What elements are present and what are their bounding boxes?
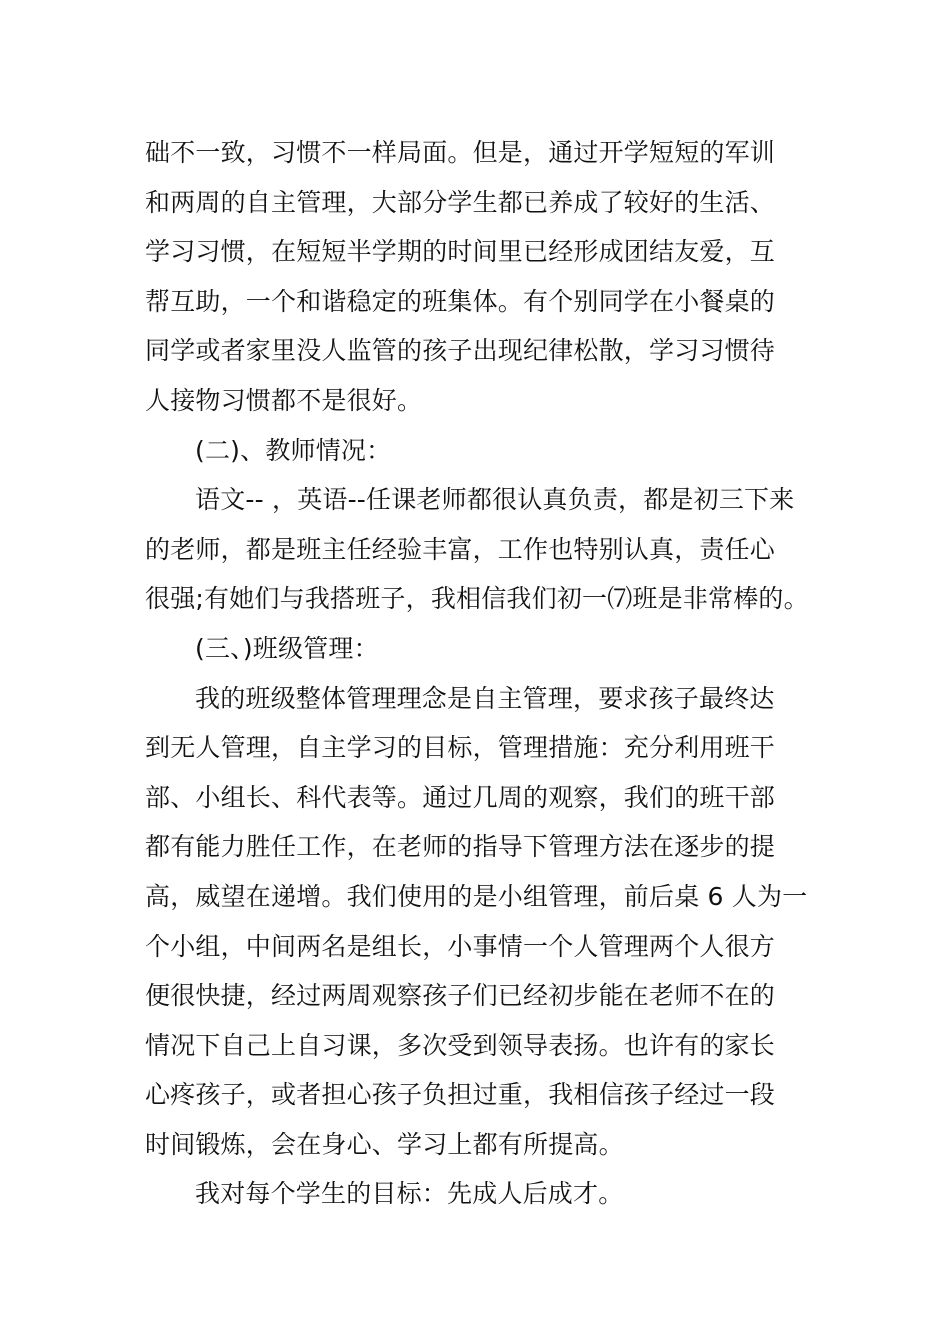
text-line: 同学或者家里没人监管的孩子出现纪律松散，学习习惯待 — [145, 336, 776, 366]
text-line: 我对每个学生的目标：先成人后成才。 — [195, 1179, 624, 1209]
text-line: 语文-- ，英语--任课老师都很认真负责，都是初三下来 — [195, 485, 795, 515]
text-line: 便很快捷，经过两周观察孩子们已经初步能在老师不在的 — [145, 981, 776, 1011]
document-body — [145, 128, 810, 1219]
text-line: 础不一致，习惯不一样局面。但是，通过开学短短的军训 — [145, 138, 776, 167]
text-line: 个小组，中间两名是组长，小事情一个人管理两个人很方 — [145, 931, 776, 961]
text-line: 帮互助，一个和谐稳定的班集体。有个别同学在小餐桌的 — [145, 286, 776, 316]
text-line: 到无人管理，自主学习的目标，管理措施：充分利用班干 — [145, 733, 776, 763]
text-line: 我的班级整体管理理念是自主管理，要求孩子最终达 — [195, 683, 775, 713]
text-line: (三、)班级管理： — [195, 633, 379, 663]
text-line: 部、小组长、科代表等。通过几周的观察，我们的班干部 — [145, 782, 776, 812]
text-line: (二)、教师情况： — [195, 435, 392, 465]
text-line: 很强;有她们与我搭班子，我相信我们初一⑺班是非常棒的。 — [145, 584, 809, 614]
text-line: 学习习惯，在短短半学期的时间里已经形成团结友爱，互 — [145, 237, 776, 267]
text-line: 高，威望在递增。我们使用的是小组管理，前后桌 6 人为一 — [145, 881, 808, 911]
text-line: 都有能力胜任工作，在老师的指导下管理方法在逐步的提 — [145, 832, 776, 862]
text-line: 和两周的自主管理，大部分学生都已养成了较好的生活、 — [145, 187, 776, 217]
text-line: 情况下自己上自习课，多次受到领导表扬。也许有的家长 — [145, 1030, 776, 1060]
text-line: 人接物习惯都不是很好。 — [145, 385, 423, 415]
text-line: 的老师，都是班主任经验丰富，工作也特别认真，责任心 — [145, 534, 776, 564]
text-line: 时间锻炼，会在身心、学习上都有所提高。 — [145, 1129, 624, 1159]
text-line: 心疼孩子，或者担心孩子负担过重，我相信孩子经过一段 — [145, 1080, 776, 1110]
